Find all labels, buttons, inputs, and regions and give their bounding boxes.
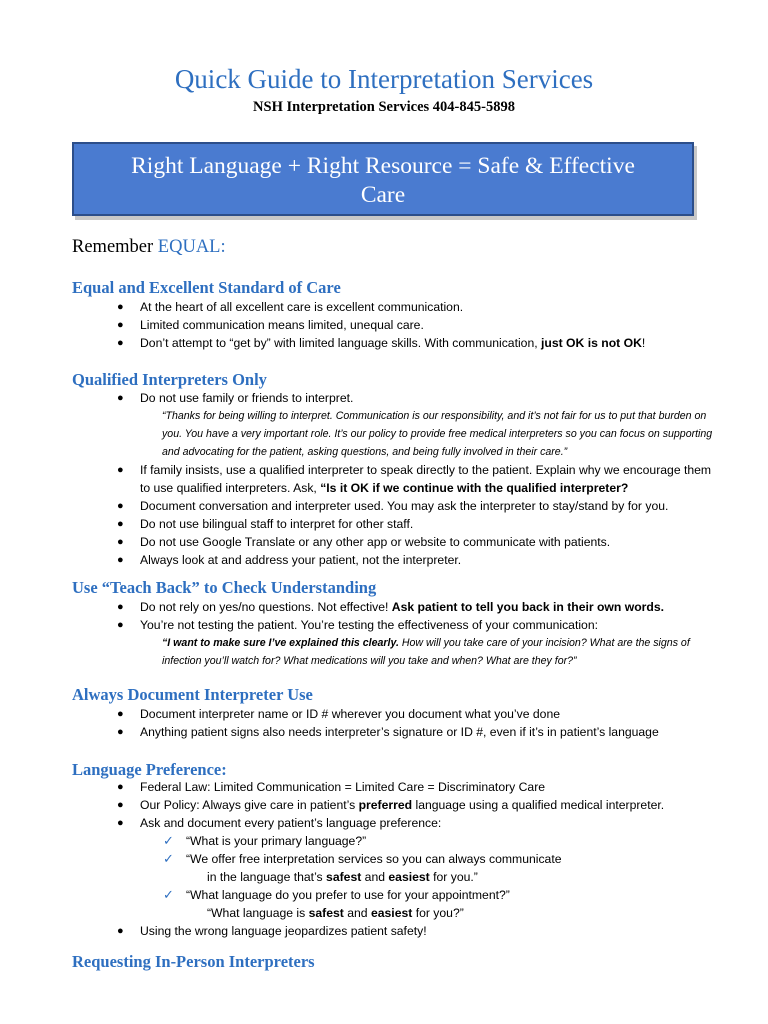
bullet-icon: ● xyxy=(117,817,124,829)
emphasis-easiest: easiest xyxy=(388,870,430,884)
list-item-text: Do not use family or friends to interpret. xyxy=(140,391,354,405)
section-heading-standard-of-care: Equal and Excellent Standard of Care xyxy=(72,278,341,297)
list-item-text: Do not use Google Translate or any other app or website to communicate with patients. xyxy=(140,535,611,549)
list-item-text: Always look at and address your patient, not the interpreter. xyxy=(140,553,462,567)
check-item-text: “What is your primary language?” xyxy=(186,834,367,848)
bullet-icon: ● xyxy=(117,500,124,512)
list-item-emphasis: “Is it OK if we continue with the qualified interpreter? xyxy=(320,481,629,495)
list-item-text: You’re not testing the patient. You’re testing the effectiveness of your communication: xyxy=(140,618,598,632)
list-qualified-interpreters xyxy=(0,389,768,569)
list-item-text: Our Policy: Always give care in patient’s xyxy=(140,798,359,812)
list-teach-back xyxy=(0,598,768,670)
section-heading-document-use: Always Document Interpreter Use xyxy=(72,685,313,704)
list-item xyxy=(0,778,768,796)
bullet-icon: ● xyxy=(117,781,124,793)
banner-line-2: Care xyxy=(360,182,406,208)
bullet-icon: ● xyxy=(117,925,124,937)
check-mark-icon: ✓ xyxy=(163,833,174,848)
list-item-text: Federal Law: Limited Communication = Limited Care = Discriminatory Care xyxy=(140,780,546,794)
bullet-icon: ● xyxy=(117,464,124,476)
list-item xyxy=(0,723,768,741)
list-item-text: ! xyxy=(641,336,646,350)
list-item xyxy=(0,298,768,316)
section-heading-language-preference: Language Preference: xyxy=(72,760,227,779)
bullet-icon: ● xyxy=(117,392,124,404)
page-subtitle: NSH Interpretation Services 404-845-5898 xyxy=(253,99,515,115)
check-item xyxy=(0,850,768,868)
section-heading-teach-back: Use “Teach Back” to Check Understanding xyxy=(72,578,377,597)
bullet-icon: ● xyxy=(117,601,124,613)
check-item-text: “What language do you prefer to use for your appointment?” xyxy=(186,888,510,902)
banner-line-1: Right Language + Right Resource = Safe & Effective xyxy=(131,153,635,179)
list-item xyxy=(0,334,768,352)
list-item-text: Do not rely on yes/no questions. Not effective! xyxy=(140,600,392,614)
check-item-text: for you?” xyxy=(412,906,464,920)
emphasis-easiest: easiest xyxy=(370,906,413,920)
check-item-text: and xyxy=(361,870,389,884)
list-item-text: Ask and document every patient’s language preference: xyxy=(140,816,442,830)
bullet-icon: ● xyxy=(117,337,124,349)
check-item-continuation xyxy=(0,904,768,922)
remember-accent: EQUAL: xyxy=(157,237,226,257)
list-item-text: Anything patient signs also needs interpreter’s signature or ID #, even if it’s in patient’s language xyxy=(140,725,659,739)
list-item xyxy=(0,814,768,832)
list-item-text: language using a qualified medical interpreter. xyxy=(412,798,665,812)
list-item-text: Using the wrong language jeopardizes patient safety! xyxy=(140,924,427,938)
bullet-icon: ● xyxy=(117,536,124,548)
list-item xyxy=(0,497,768,515)
list-item xyxy=(0,316,768,334)
list-item-text: If family insists, use a qualified interpreter to speak directly to the patient. Explain why we encourage them to use qualified interpreters. Ask, xyxy=(140,463,712,495)
bullet-icon: ● xyxy=(117,319,124,331)
list-item xyxy=(0,705,768,723)
list-item-text: Limited communication means limited, unequal care. xyxy=(140,318,424,332)
list-item-text: Document conversation and interpreter used. You may ask the interpreter to stay/stand by for you. xyxy=(140,499,669,513)
bullet-icon: ● xyxy=(117,518,124,530)
list-item-text: At the heart of all excellent care is excellent communication. xyxy=(140,300,464,314)
check-item xyxy=(0,886,768,904)
list-item xyxy=(0,616,768,634)
list-item xyxy=(0,515,768,533)
bullet-icon: ● xyxy=(117,708,124,720)
bullet-icon: ● xyxy=(117,619,124,631)
check-item-text: and xyxy=(343,906,371,920)
list-item xyxy=(0,389,768,407)
check-item-text: in the language that’s xyxy=(207,870,327,884)
quote-text: How will you take care of your incision? What are the signs of infection you’ll watch for? What medications will you take and when? What are they for?” xyxy=(162,637,690,667)
emphasis-safest: safest xyxy=(308,906,344,920)
check-item-text: “We offer free interpretation services so you can always communicate xyxy=(186,852,562,866)
teach-back-quote xyxy=(0,634,768,670)
list-item xyxy=(0,598,768,616)
check-mark-icon: ✓ xyxy=(163,887,174,902)
list-item-emphasis: Ask patient to tell you back in their own words. xyxy=(391,600,665,614)
section-heading-qualified-interpreters: Qualified Interpreters Only xyxy=(72,370,267,389)
check-item xyxy=(0,832,768,850)
check-item-text: for you.” xyxy=(429,870,478,884)
bullet-icon: ● xyxy=(117,799,124,811)
banner xyxy=(72,142,694,216)
check-item-text: “What language is xyxy=(207,906,309,920)
list-standard-of-care xyxy=(0,298,768,352)
bullet-icon: ● xyxy=(117,301,124,313)
emphasis-safest: safest xyxy=(326,870,362,884)
list-item-text: Do not use bilingual staff to interpret for other staff. xyxy=(140,517,414,531)
check-item-continuation xyxy=(0,868,768,886)
remember-heading xyxy=(72,237,226,258)
list-item-text: Document interpreter name or ID # wherever you document what you’ve done xyxy=(140,707,561,721)
remember-prefix: Remember xyxy=(72,237,158,257)
page-title: Quick Guide to Interpretation Services xyxy=(174,64,594,94)
list-item xyxy=(0,551,768,569)
list-item xyxy=(0,922,768,940)
list-item-text: Don’t attempt to “get by” with limited language skills. With communication, xyxy=(140,336,541,350)
bullet-icon: ● xyxy=(117,726,124,738)
family-quote: “Thanks for being willing to interpret. Communication is our responsibility, and it’s not fair for us to put that burden on you. You have a very important role. It’s our policy to provide free medical interpreters so you can focus on supporting and advocating for the patient, asking questions, and being fully involved in their care.” xyxy=(162,410,713,458)
list-document-use xyxy=(0,705,768,741)
list-item xyxy=(0,533,768,551)
list-item xyxy=(0,796,768,814)
quote-emphasis: “I want to make sure I’ve explained this clearly. xyxy=(162,637,399,649)
list-item xyxy=(0,461,768,497)
list-language-preference xyxy=(0,778,768,940)
list-item-emphasis: preferred xyxy=(358,798,413,812)
list-item-emphasis: just OK is not OK xyxy=(541,336,642,350)
section-heading-in-person: Requesting In-Person Interpreters xyxy=(72,952,315,971)
bullet-icon: ● xyxy=(117,554,124,566)
check-mark-icon: ✓ xyxy=(163,851,174,866)
